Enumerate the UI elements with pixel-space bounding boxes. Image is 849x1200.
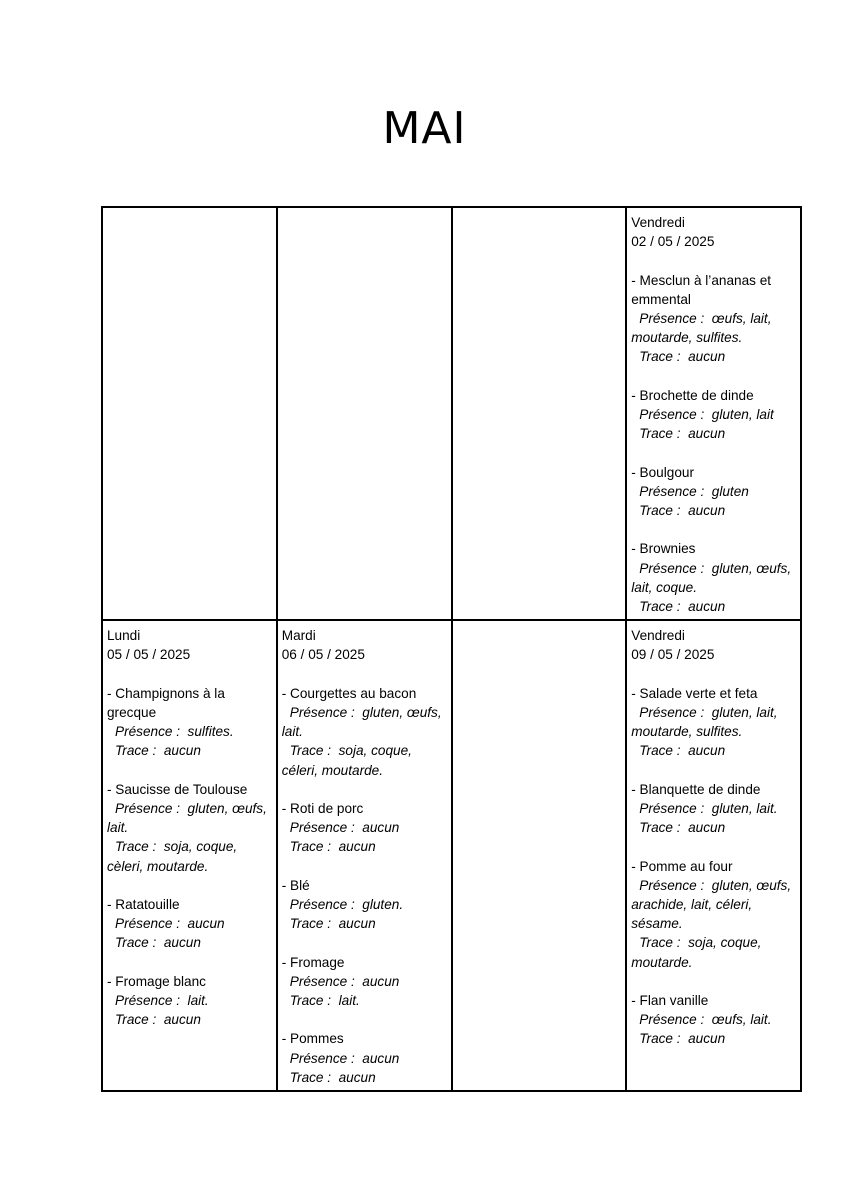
presence-label: Présence : [639,705,705,720]
trace-value: soja, coque, céleri, moutarde. [281,743,412,778]
presence-value: aucun [362,820,400,836]
dish-name: - Brochette de dinde [631,387,754,403]
day-cell [102,620,277,1091]
presence-label: Présence : [289,973,355,989]
presence-line [631,559,796,597]
presence-label: Présence : [639,407,705,422]
presence-value: aucun [362,1050,400,1066]
dish-name: - Fromage blanc [107,973,206,989]
presence-label: Présence : [639,1012,705,1028]
dish-item [282,953,447,1011]
dish-item [282,876,447,934]
dish-name: - Salade verte et feta [631,685,758,701]
presence-value: aucun [362,973,400,989]
presence-line [282,818,447,837]
presence-value: gluten, œufs, lait, coque. [631,560,792,595]
presence-value: gluten, œufs, lait. [281,705,442,740]
trace-label: Trace : [639,349,681,365]
dish-name: - Flan vanille [631,993,709,1008]
dish-item [631,386,796,444]
presence-value: lait. [187,993,209,1008]
trace-value: lait. [338,993,360,1008]
presence-line [282,703,447,741]
page-title: MAI [382,103,467,154]
day-date: 06 / 05 / 2025 [281,647,365,663]
trace-line [631,347,796,366]
dish-name: - Roti de porc [281,801,364,816]
trace-label: Trace : [115,839,157,855]
trace-label: Trace : [115,743,157,759]
trace-line [631,933,796,971]
trace-line [282,741,447,779]
week-row [102,620,801,1091]
trace-label: Trace : [289,839,332,855]
presence-line [282,895,447,914]
dish-item [631,539,796,616]
dish-item [107,684,272,761]
day-name: Lundi [107,628,141,644]
trace-line [107,837,272,875]
trace-label: Trace : [115,1012,157,1028]
trace-value: aucun [688,1031,726,1047]
presence-value: gluten, œufs, lait. [107,801,267,836]
trace-line [107,933,272,952]
dish-item [282,684,447,780]
trace-value: aucun [163,743,201,759]
dish-item [107,895,272,953]
day-name: Vendredi [631,215,685,230]
dish-item [631,780,796,838]
day-cell [102,207,277,620]
presence-label: Présence : [639,483,705,499]
dish-name: - Pomme au four [631,858,733,874]
presence-label: Présence : [115,916,180,932]
presence-line [631,799,796,818]
presence-line [282,1049,447,1068]
dish-name: - Boulgour [631,464,694,480]
trace-line [107,741,272,760]
trace-label: Trace : [289,1069,332,1085]
trace-value: aucun [688,820,726,836]
presence-line [631,1010,796,1029]
dish-name: - Brownies [631,541,696,557]
trace-value: aucun [688,503,726,518]
day-date: 09 / 05 / 2025 [631,647,715,663]
presence-value: gluten. [362,897,404,912]
day-cell [452,620,627,1091]
presence-value: aucun [187,916,225,932]
trace-line [631,818,796,837]
presence-line [631,703,796,741]
presence-label: Présence : [639,877,705,893]
dish-name: - Courgettes au bacon [281,685,417,701]
dish-item [107,972,272,1030]
trace-value: soja, coque, cèleri, moutarde. [107,839,238,874]
day-cell [452,207,627,620]
trace-line [282,991,447,1010]
dish-name: - Saucisse de Toulouse [107,781,248,797]
trace-value: aucun [163,1012,201,1028]
presence-label: Présence : [639,560,705,576]
trace-value: aucun [688,743,726,759]
presence-value: gluten [711,483,749,499]
presence-line [282,972,447,991]
dish-name: - Blé [281,877,310,893]
presence-label: Présence : [289,820,355,836]
trace-value: aucun [688,349,726,365]
dish-item [631,463,796,521]
day-cell [277,620,452,1091]
trace-line [282,1068,447,1087]
presence-line [107,914,272,933]
trace-value: aucun [338,916,376,932]
week-row [102,207,801,620]
trace-label: Trace : [639,426,681,442]
presence-line [631,876,796,934]
trace-line [107,1010,272,1029]
dish-item [631,271,796,367]
trace-label: Trace : [289,743,332,759]
presence-line [631,405,796,424]
trace-line [631,424,796,443]
dish-name: - Blanquette de dinde [631,781,761,797]
dish-item [282,799,447,857]
presence-value: gluten, lait, moutarde, sulfites. [631,705,778,740]
trace-label: Trace : [639,743,681,759]
presence-value: gluten, lait [711,407,774,422]
day-name: Mardi [281,628,316,644]
trace-line [282,914,447,933]
trace-label: Trace : [289,916,332,932]
presence-value: gluten, œufs, arachide, lait, céleri, sésame. [631,877,792,932]
dish-name: - Ratatouille [107,897,180,912]
trace-value: aucun [688,599,726,614]
day-date: 02 / 05 / 2025 [631,234,715,250]
presence-value: sulfites. [187,724,234,740]
trace-line [282,837,447,856]
dish-name: - Mesclun à l’ananas et emmental [631,272,772,307]
day-cell [626,207,801,620]
presence-value: œufs, lait. [711,1012,772,1028]
trace-value: aucun [338,1069,376,1085]
trace-label: Trace : [639,503,681,518]
presence-label: Présence : [289,705,355,720]
dish-item [631,684,796,761]
presence-label: Présence : [115,801,180,816]
presence-line [631,309,796,347]
presence-label: Présence : [115,993,180,1008]
trace-label: Trace : [115,935,157,951]
trace-value: soja, coque, moutarde. [631,935,762,970]
trace-line [631,1029,796,1048]
dish-item [631,857,796,972]
presence-line [631,482,796,501]
dish-name: - Champignons à la grecque [107,685,225,720]
trace-value: aucun [688,426,726,442]
trace-label: Trace : [639,820,681,836]
presence-value: gluten, lait. [711,801,778,816]
day-cell [626,620,801,1091]
day-date: 05 / 05 / 2025 [107,647,191,663]
presence-line [107,991,272,1010]
presence-value: œufs, lait, moutarde, sulfites. [631,311,772,346]
trace-value: aucun [163,935,201,951]
trace-label: Trace : [639,935,681,951]
dish-name: - Fromage [281,954,345,970]
presence-label: Présence : [639,801,705,816]
trace-label: Trace : [289,993,332,1008]
day-cell [277,207,452,620]
presence-line [107,799,272,837]
presence-label: Présence : [289,1050,355,1066]
trace-label: Trace : [639,599,681,614]
menu-table-body [102,207,801,1091]
presence-label: Présence : [639,311,705,326]
presence-line [107,722,272,741]
trace-line [631,501,796,520]
trace-label: Trace : [639,1031,681,1047]
presence-label: Présence : [289,897,355,912]
presence-label: Présence : [115,724,180,740]
menu-table [101,206,802,1092]
trace-line [631,741,796,760]
dish-item [107,780,272,876]
dish-name: - Pommes [281,1031,344,1047]
dish-item [282,1029,447,1087]
day-name: Vendredi [631,628,685,644]
trace-line [631,597,796,616]
dish-item [631,991,796,1049]
trace-value: aucun [338,839,376,855]
